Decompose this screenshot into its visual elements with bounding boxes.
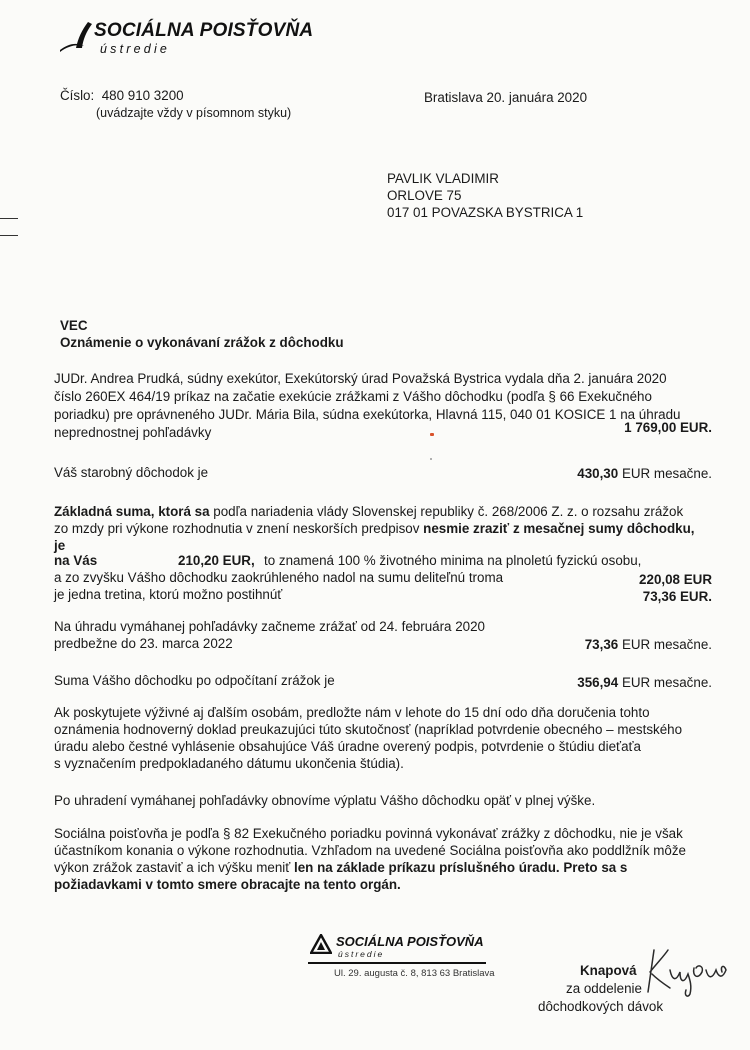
base-line4: na Vás — [54, 553, 98, 568]
official-stamp — [308, 928, 495, 988]
signatory-dept-line1: za oddelenie — [566, 981, 642, 996]
place-date: Bratislava 20. januára 2020 — [424, 90, 588, 105]
recipient-street: ORLOVE 75 — [387, 188, 462, 203]
base-amount: 210,20 EUR, — [178, 553, 255, 568]
subject-label: VEC — [60, 318, 88, 333]
text-line: číslo 260EX 464/19 príkaz na začatie exekúcie zrážkami z Vášho dôchodku (podľa § 66 Exekučného — [54, 389, 652, 404]
pension-amount: 430,30 EUR mesačne. — [577, 466, 712, 481]
mark-dot — [430, 458, 432, 460]
signatory-name: Knapová — [580, 963, 637, 978]
text-line: JUDr. Andrea Prudká, súdny exekútor, Exekútorský úrad Považská Bystrica vydala dňa 2. januára 2020 — [54, 371, 667, 386]
stamp-address: Ul. 29. augusta č. 8, 813 63 Bratislava — [334, 968, 495, 979]
stamp-sub: ústredie — [338, 949, 385, 959]
handwritten-signature — [640, 940, 740, 1000]
number-value: 480 910 3200 — [101, 88, 184, 103]
stamp-rule — [308, 962, 486, 964]
recipient-city: 017 01 POVAZSKA BYSTRICA 1 — [387, 205, 584, 220]
fold-mark — [0, 235, 18, 236]
claim-amount: 1 769,00 EUR. — [624, 420, 712, 435]
paragraph-resume: Po uhradení vymáhanej pohľadávky obnovíme výplatu Vášho dôchodku opäť v plnej výške. — [54, 793, 596, 808]
paragraph-base-amount: Základná suma, ktorá sa podľa nariadenia vlády Slovenskej republiky č. 268/2006 Z. z. o rozsahu zrážok zo mzdy pri výkone rozhodnutia v znení neskorších predpisov nesmie zraziť z mesačnej sumy dôchodku, je — [54, 504, 695, 553]
stamp-name: SOCIÁLNA POISŤOVŇA — [336, 934, 484, 949]
base-nesmie: nesmie zraziť z mesačnej sumy dôchodku, — [423, 521, 695, 536]
rounded-text: a zo zvyšku Vášho dôchodku zaokrúhleného nadol na sumu deliteľnú troma — [54, 570, 504, 585]
rounded-amount: 220,08 EUR — [639, 572, 712, 587]
start-line1: Na úhradu vymáhanej pohľadávky začneme zrážať od 24. februára 2020 — [54, 619, 485, 634]
text-line: neprednostnej pohľadávky — [54, 425, 212, 440]
recipient-name: PAVLIK VLADIMIR — [387, 171, 499, 186]
paragraph-execution — [54, 370, 681, 442]
logo-swoosh-icon — [58, 20, 94, 54]
paragraph-law: Sociálna poisťovňa je podľa § 82 Exekučného poriadku povinná vykonávať zrážky z dôchodku, nie je však účastníkom konania o výkone rozhodnutia. Vzhľadom na uvedené Sociálna poisťovňa ako poddlžník môže výkon zrážok zastaviť a ich výšku meniť len na základe príkazu príslušného úradu. Preto sa s požiadavkami v tomto smere obracajte na tento orgán. — [54, 826, 686, 892]
stamp-logo-icon — [310, 934, 332, 954]
fold-mark — [0, 218, 18, 219]
start-line2: predbežne do 23. marca 2022 — [54, 636, 233, 651]
org-sub: ústredie — [100, 42, 171, 56]
third-text: je jedna tretina, ktorú možno postihnúť — [54, 587, 283, 602]
after-amount: 356,94 EUR mesačne. — [577, 675, 712, 690]
signatory-dept-line2: dôchodkových dávok — [538, 999, 664, 1014]
signature-handwriting — [640, 940, 740, 1003]
reference-number — [60, 88, 184, 103]
header-logo — [58, 18, 348, 62]
base-line4-rest: to znamená 100 % životného minima na plnoletú fyzickú osobu, — [264, 553, 642, 568]
subject-title: Oznámenie o vykonávaní zrážok z dôchodku — [60, 335, 344, 350]
text-line: poriadku) pre oprávneného JUDr. Mária Bila, súdna exekútorka, Hlavná 115, 040 01 KOSICE 1 na úhradu — [54, 407, 681, 422]
pension-label: Váš starobný dôchodok je — [54, 465, 209, 480]
mark-red-dot — [430, 433, 434, 436]
start-amount: 73,36 EUR mesačne. — [584, 637, 712, 652]
third-amount: 73,36 EUR. — [642, 589, 712, 604]
reference-note: (uvádzajte vždy v písomnom styku) — [96, 106, 292, 120]
recipient-address — [387, 170, 583, 221]
after-label: Suma Vášho dôchodku po odpočítaní zrážok je — [54, 673, 335, 688]
number-label: Číslo: — [60, 88, 95, 103]
paragraph-alimony: Ak poskytujete výživné aj ďalším osobám, predložte nám v lehote do 15 dní odo dňa doručenia tohto oznámenia hodnoverný doklad preukazujúci túto skutočnosť (napríklad potvrdenie obecného – mestského úradu alebo čestné vyhlásenie obsahujúce Váš úradne overený podpis, potvrdenie o štúdiu dieťaťa s vyznačením predpokladaného dátumu ukončenia štúdia). — [54, 705, 683, 771]
base-bold: Základná suma, ktorá sa — [54, 504, 210, 519]
org-name: SOCIÁLNA POISŤOVŇA — [94, 20, 314, 41]
